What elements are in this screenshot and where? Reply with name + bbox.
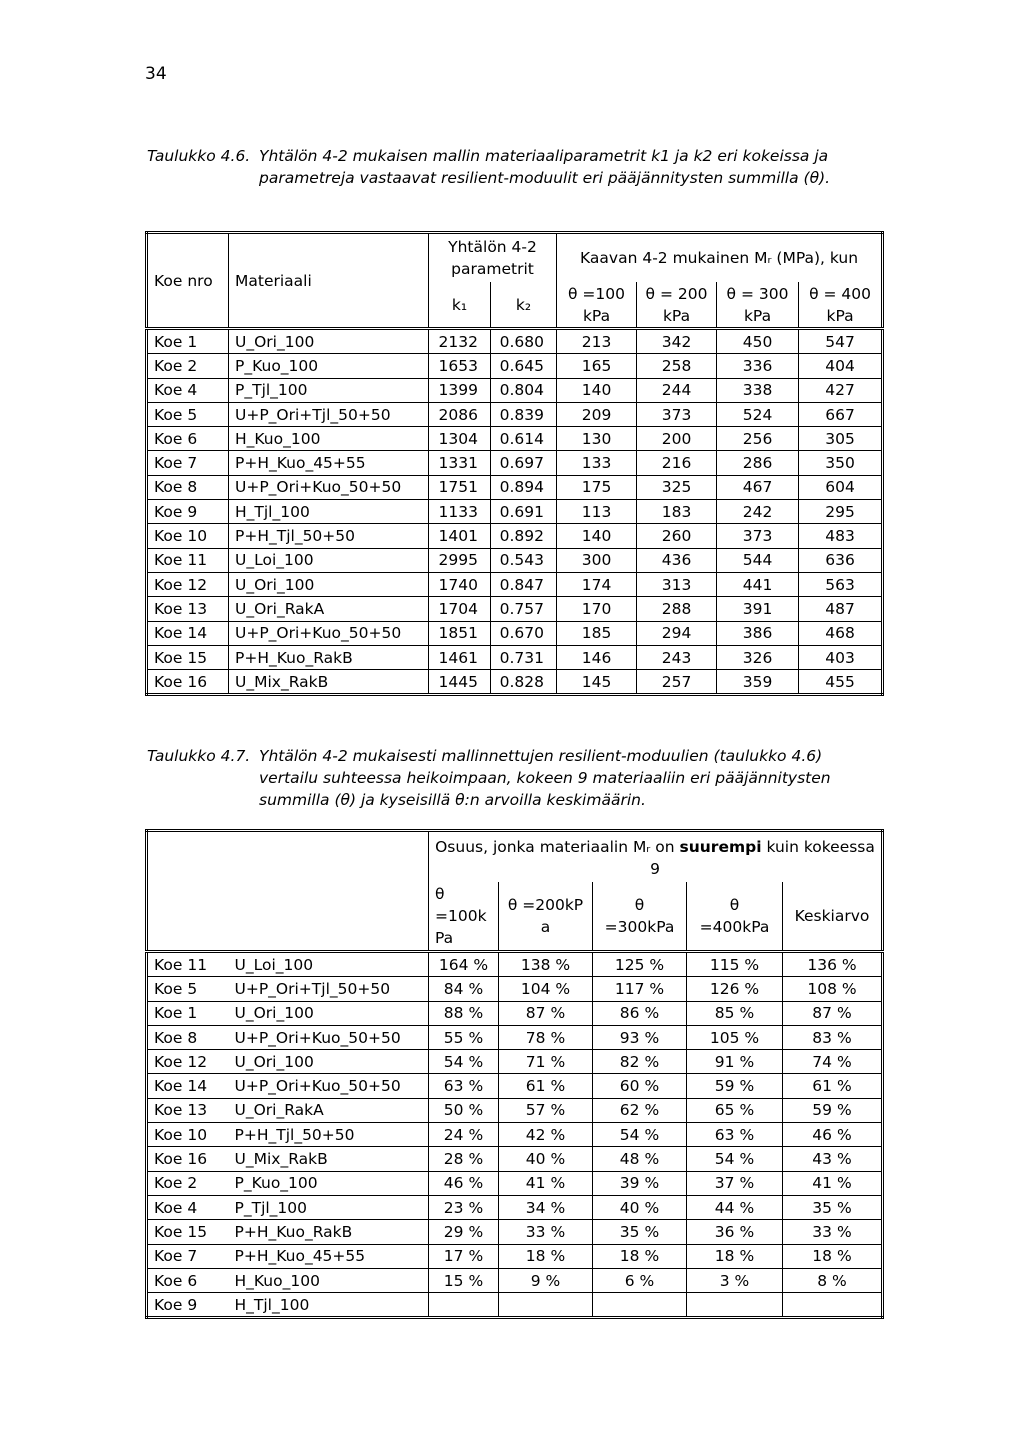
table-row: [147, 500, 883, 524]
header-average: Keskiarvo: [783, 882, 883, 952]
table-row: [147, 1123, 883, 1147]
cell-m300: 326: [717, 645, 799, 669]
cell-m100: 130: [557, 427, 637, 451]
cell-p400: 37 %: [687, 1171, 783, 1195]
table-row: [147, 670, 883, 695]
cell-k2: 0.691: [491, 500, 557, 524]
cell-p400: 63 %: [687, 1123, 783, 1147]
cell-m200: 436: [637, 548, 717, 572]
cell-m400: 604: [799, 475, 883, 499]
cell-m300: 338: [717, 378, 799, 402]
cell-m100: 209: [557, 402, 637, 426]
table-row: [147, 378, 883, 402]
table-row: [147, 1268, 883, 1292]
cell-p100: 164 %: [429, 952, 499, 977]
cell-avg: 108 %: [783, 977, 883, 1001]
cell-p300: 35 %: [593, 1220, 687, 1244]
cell-m300: 524: [717, 402, 799, 426]
cell-koe: Koe 10: [147, 524, 229, 548]
cell-material: P_Tjl_100: [229, 1195, 429, 1219]
cell-p200: 71 %: [499, 1050, 593, 1074]
cell-k2: 0.680: [491, 329, 557, 354]
cell-k2: 0.614: [491, 427, 557, 451]
cell-p400: 59 %: [687, 1074, 783, 1098]
header-mr-group: Kaavan 4-2 mukainen Mᵣ (MPa), kun: [557, 233, 883, 283]
cell-p100: 29 %: [429, 1220, 499, 1244]
cell-p100: 63 %: [429, 1074, 499, 1098]
table-row: [147, 1050, 883, 1074]
cell-koe: Koe 2: [147, 1171, 229, 1195]
cell-avg: 35 %: [783, 1195, 883, 1219]
table-caption: [147, 745, 847, 811]
cell-m300: 467: [717, 475, 799, 499]
cell-p300: [593, 1293, 687, 1318]
header-material: Materiaali: [229, 233, 429, 329]
cell-m300: 450: [717, 329, 799, 354]
cell-k1: 1399: [429, 378, 491, 402]
cell-avg: [783, 1293, 883, 1318]
table-row: [147, 1025, 883, 1049]
cell-m200: 313: [637, 572, 717, 596]
cell-p400: [687, 1293, 783, 1318]
cell-p100: 24 %: [429, 1123, 499, 1147]
cell-k2: 0.894: [491, 475, 557, 499]
table-row: [147, 952, 883, 977]
cell-material: P+H_Kuo_RakB: [229, 645, 429, 669]
cell-koe: Koe 12: [147, 572, 229, 596]
table-row: [147, 1195, 883, 1219]
table-row: [147, 645, 883, 669]
cell-koe: Koe 15: [147, 645, 229, 669]
cell-p200: 104 %: [499, 977, 593, 1001]
cell-k2: 0.645: [491, 354, 557, 378]
cell-p200: 138 %: [499, 952, 593, 977]
cell-k1: 1461: [429, 645, 491, 669]
cell-koe: Koe 10: [147, 1123, 229, 1147]
cell-m100: 300: [557, 548, 637, 572]
cell-m200: 243: [637, 645, 717, 669]
cell-m100: 140: [557, 378, 637, 402]
cell-koe: Koe 5: [147, 977, 229, 1001]
cell-avg: 41 %: [783, 1171, 883, 1195]
cell-avg: 87 %: [783, 1001, 883, 1025]
cell-p200: 9 %: [499, 1268, 593, 1292]
cell-p200: 33 %: [499, 1220, 593, 1244]
cell-p400: 85 %: [687, 1001, 783, 1025]
page-number: 34: [145, 64, 167, 84]
cell-p400: 105 %: [687, 1025, 783, 1049]
cell-avg: 74 %: [783, 1050, 883, 1074]
header-theta400: θ =400kPa: [687, 882, 783, 952]
header-theta200: θ =200kP a: [499, 882, 593, 952]
cell-m400: 636: [799, 548, 883, 572]
cell-m400: 487: [799, 597, 883, 621]
header-theta100: θ =100 kPa: [557, 282, 637, 329]
cell-p300: 18 %: [593, 1244, 687, 1268]
cell-p300: 6 %: [593, 1268, 687, 1292]
cell-avg: 8 %: [783, 1268, 883, 1292]
cell-p100: 55 %: [429, 1025, 499, 1049]
cell-material: H_Tjl_100: [229, 500, 429, 524]
cell-material: U+P_Ori+Tjl_50+50: [229, 977, 429, 1001]
table-row: [147, 1147, 883, 1171]
cell-m300: 441: [717, 572, 799, 596]
cell-material: U_Mix_RakB: [229, 670, 429, 695]
table-row: [147, 402, 883, 426]
cell-koe: Koe 11: [147, 952, 229, 977]
cell-k1: 2086: [429, 402, 491, 426]
cell-material: U_Ori_RakA: [229, 597, 429, 621]
cell-avg: 59 %: [783, 1098, 883, 1122]
header-theta200: θ = 200 kPa: [637, 282, 717, 329]
cell-material: P+H_Tjl_50+50: [229, 1123, 429, 1147]
cell-material: U+P_Ori+Kuo_50+50: [229, 475, 429, 499]
cell-avg: 18 %: [783, 1244, 883, 1268]
cell-m100: 174: [557, 572, 637, 596]
cell-p100: 17 %: [429, 1244, 499, 1268]
cell-k1: 1401: [429, 524, 491, 548]
cell-k2: 0.697: [491, 451, 557, 475]
cell-koe: Koe 7: [147, 1244, 229, 1268]
cell-material: H_Kuo_100: [229, 427, 429, 451]
cell-p100: 15 %: [429, 1268, 499, 1292]
cell-m400: 483: [799, 524, 883, 548]
cell-material: U_Ori_RakA: [229, 1098, 429, 1122]
table-row: [147, 572, 883, 596]
cell-p200: 42 %: [499, 1123, 593, 1147]
cell-p300: 93 %: [593, 1025, 687, 1049]
table-row: [147, 1293, 883, 1318]
cell-k1: 1331: [429, 451, 491, 475]
cell-m100: 165: [557, 354, 637, 378]
cell-m400: 295: [799, 500, 883, 524]
cell-p300: 60 %: [593, 1074, 687, 1098]
cell-m400: 563: [799, 572, 883, 596]
cell-p400: 36 %: [687, 1220, 783, 1244]
cell-p400: 126 %: [687, 977, 783, 1001]
cell-material: P_Tjl_100: [229, 378, 429, 402]
cell-p300: 54 %: [593, 1123, 687, 1147]
comparison-table: [145, 829, 884, 1319]
cell-m400: 427: [799, 378, 883, 402]
cell-m100: 175: [557, 475, 637, 499]
cell-p200: 41 %: [499, 1171, 593, 1195]
cell-m300: 391: [717, 597, 799, 621]
cell-m400: 305: [799, 427, 883, 451]
cell-koe: Koe 8: [147, 475, 229, 499]
cell-m100: 113: [557, 500, 637, 524]
cell-p300: 117 %: [593, 977, 687, 1001]
cell-k1: 1133: [429, 500, 491, 524]
table-row: [147, 524, 883, 548]
cell-m200: 258: [637, 354, 717, 378]
table-row: [147, 329, 883, 354]
cell-p200: 40 %: [499, 1147, 593, 1171]
header-theta300: θ = 300 kPa: [717, 282, 799, 329]
cell-m400: 547: [799, 329, 883, 354]
table-caption: [147, 145, 847, 189]
group-prefix: Osuus, jonka materiaalin Mᵣ on: [435, 838, 675, 856]
cell-material: H_Kuo_100: [229, 1268, 429, 1292]
table-row: [147, 427, 883, 451]
cell-k1: 2995: [429, 548, 491, 572]
cell-m200: 257: [637, 670, 717, 695]
caption-text: Yhtälön 4-2 mukaisesti mallinnettujen resilient-moduulien (taulukko 4.6) vertailu suhteessa heikoimpaan, kokeen 9 materiaaliin eri pääjännitysten summilla (θ) ja kyseisillä θ:n arvoilla keskimäärin.: [259, 747, 831, 809]
cell-material: U+P_Ori+Kuo_50+50: [229, 1025, 429, 1049]
cell-p200: 78 %: [499, 1025, 593, 1049]
cell-koe: Koe 12: [147, 1050, 229, 1074]
cell-m200: 325: [637, 475, 717, 499]
table-row: [147, 354, 883, 378]
cell-m200: 342: [637, 329, 717, 354]
cell-avg: 43 %: [783, 1147, 883, 1171]
cell-material: U_Ori_100: [229, 1001, 429, 1025]
cell-m400: 350: [799, 451, 883, 475]
cell-koe: Koe 6: [147, 1268, 229, 1292]
header-k2: k₂: [491, 282, 557, 329]
header-theta300: θ =300kPa: [593, 882, 687, 952]
caption-label: Taulukko 4.6.: [147, 147, 251, 165]
cell-k2: 0.892: [491, 524, 557, 548]
table-row: [147, 1244, 883, 1268]
cell-koe: Koe 1: [147, 1001, 229, 1025]
cell-material: U+P_Ori+Tjl_50+50: [229, 402, 429, 426]
cell-p300: 86 %: [593, 1001, 687, 1025]
cell-p400: 54 %: [687, 1147, 783, 1171]
group-bold: suurempi: [679, 838, 762, 856]
cell-m100: 185: [557, 621, 637, 645]
cell-avg: 61 %: [783, 1074, 883, 1098]
cell-p100: 50 %: [429, 1098, 499, 1122]
header-koe: Koe nro: [147, 233, 229, 329]
cell-k2: 0.757: [491, 597, 557, 621]
cell-k2: 0.543: [491, 548, 557, 572]
cell-k1: 1704: [429, 597, 491, 621]
cell-m100: 133: [557, 451, 637, 475]
header-empty: [147, 831, 229, 952]
cell-koe: Koe 16: [147, 670, 229, 695]
cell-material: H_Tjl_100: [229, 1293, 429, 1318]
cell-m300: 386: [717, 621, 799, 645]
cell-p100: 84 %: [429, 977, 499, 1001]
cell-k1: 1740: [429, 572, 491, 596]
cell-material: U_Loi_100: [229, 952, 429, 977]
cell-material: P+H_Kuo_45+55: [229, 1244, 429, 1268]
cell-k2: 0.847: [491, 572, 557, 596]
cell-m200: 294: [637, 621, 717, 645]
cell-k2: 0.731: [491, 645, 557, 669]
cell-koe: Koe 13: [147, 1098, 229, 1122]
table-row: [147, 597, 883, 621]
group-suffix: kuin kokeessa 9: [650, 838, 875, 878]
cell-m300: 336: [717, 354, 799, 378]
cell-k1: 2132: [429, 329, 491, 354]
cell-material: U_Ori_100: [229, 572, 429, 596]
cell-m200: 200: [637, 427, 717, 451]
cell-koe: Koe 1: [147, 329, 229, 354]
cell-material: P+H_Kuo_RakB: [229, 1220, 429, 1244]
cell-m200: 373: [637, 402, 717, 426]
cell-koe: Koe 11: [147, 548, 229, 572]
cell-koe: Koe 5: [147, 402, 229, 426]
cell-m400: 667: [799, 402, 883, 426]
caption-label: Taulukko 4.7.: [147, 747, 251, 765]
cell-koe: Koe 6: [147, 427, 229, 451]
cell-m300: 256: [717, 427, 799, 451]
cell-m300: 544: [717, 548, 799, 572]
caption-text: Yhtälön 4-2 mukaisen mallin materiaaliparametrit k1 ja k2 eri kokeissa ja parametreja vastaavat resilient-moduulit eri pääjännitysten summilla (θ).: [259, 147, 831, 187]
cell-material: P+H_Tjl_50+50: [229, 524, 429, 548]
cell-m100: 146: [557, 645, 637, 669]
cell-p400: 91 %: [687, 1050, 783, 1074]
cell-p300: 82 %: [593, 1050, 687, 1074]
cell-koe: Koe 16: [147, 1147, 229, 1171]
cell-koe: Koe 14: [147, 1074, 229, 1098]
cell-material: U_Ori_100: [229, 1050, 429, 1074]
cell-m100: 140: [557, 524, 637, 548]
cell-m300: 242: [717, 500, 799, 524]
cell-k2: 0.670: [491, 621, 557, 645]
cell-m200: 244: [637, 378, 717, 402]
table-row: [147, 548, 883, 572]
cell-m200: 260: [637, 524, 717, 548]
cell-material: U_Mix_RakB: [229, 1147, 429, 1171]
cell-p300: 125 %: [593, 952, 687, 977]
cell-avg: 136 %: [783, 952, 883, 977]
cell-p300: 40 %: [593, 1195, 687, 1219]
cell-m400: 404: [799, 354, 883, 378]
cell-p100: 46 %: [429, 1171, 499, 1195]
cell-material: P_Kuo_100: [229, 354, 429, 378]
cell-koe: Koe 8: [147, 1025, 229, 1049]
cell-m200: 183: [637, 500, 717, 524]
header-theta400: θ = 400 kPa: [799, 282, 883, 329]
cell-k2: 0.839: [491, 402, 557, 426]
cell-p100: 28 %: [429, 1147, 499, 1171]
cell-k1: 1751: [429, 475, 491, 499]
cell-p400: 44 %: [687, 1195, 783, 1219]
cell-avg: 33 %: [783, 1220, 883, 1244]
cell-material: U+P_Ori+Kuo_50+50: [229, 621, 429, 645]
table-row: [147, 1001, 883, 1025]
cell-m300: 373: [717, 524, 799, 548]
cell-k2: 0.804: [491, 378, 557, 402]
cell-p300: 39 %: [593, 1171, 687, 1195]
header-empty: [229, 831, 429, 952]
cell-m400: 403: [799, 645, 883, 669]
header-theta100: θ =100k Pa: [429, 882, 499, 952]
cell-p400: 3 %: [687, 1268, 783, 1292]
header-params-group: Yhtälön 4-2 parametrit: [429, 233, 557, 283]
cell-koe: Koe 9: [147, 500, 229, 524]
cell-p200: 57 %: [499, 1098, 593, 1122]
cell-avg: 46 %: [783, 1123, 883, 1147]
table-row: [147, 1074, 883, 1098]
cell-k1: 1653: [429, 354, 491, 378]
table-row: [147, 1098, 883, 1122]
cell-m200: 216: [637, 451, 717, 475]
cell-k1: 1445: [429, 670, 491, 695]
header-k1: k₁: [429, 282, 491, 329]
cell-p300: 62 %: [593, 1098, 687, 1122]
cell-p100: 54 %: [429, 1050, 499, 1074]
cell-avg: 83 %: [783, 1025, 883, 1049]
cell-k1: 1851: [429, 621, 491, 645]
cell-m300: 286: [717, 451, 799, 475]
cell-m400: 468: [799, 621, 883, 645]
cell-koe: Koe 9: [147, 1293, 229, 1318]
cell-p100: 23 %: [429, 1195, 499, 1219]
cell-koe: Koe 15: [147, 1220, 229, 1244]
table-row: [147, 475, 883, 499]
cell-p200: 87 %: [499, 1001, 593, 1025]
cell-koe: Koe 4: [147, 378, 229, 402]
cell-p200: [499, 1293, 593, 1318]
cell-p100: [429, 1293, 499, 1318]
cell-k2: 0.828: [491, 670, 557, 695]
cell-koe: Koe 13: [147, 597, 229, 621]
table-row: [147, 451, 883, 475]
cell-p300: 48 %: [593, 1147, 687, 1171]
table-row: [147, 977, 883, 1001]
cell-p200: 34 %: [499, 1195, 593, 1219]
cell-k1: 1304: [429, 427, 491, 451]
cell-p400: 115 %: [687, 952, 783, 977]
table-row: [147, 1171, 883, 1195]
cell-koe: Koe 2: [147, 354, 229, 378]
cell-p400: 18 %: [687, 1244, 783, 1268]
cell-m300: 359: [717, 670, 799, 695]
cell-material: U+P_Ori+Kuo_50+50: [229, 1074, 429, 1098]
cell-m100: 170: [557, 597, 637, 621]
cell-m400: 455: [799, 670, 883, 695]
cell-koe: Koe 14: [147, 621, 229, 645]
cell-material: P+H_Kuo_45+55: [229, 451, 429, 475]
cell-koe: Koe 4: [147, 1195, 229, 1219]
header-share-group: [429, 831, 883, 883]
cell-p100: 88 %: [429, 1001, 499, 1025]
cell-material: P_Kuo_100: [229, 1171, 429, 1195]
materials-table: [145, 231, 884, 696]
cell-material: U_Ori_100: [229, 329, 429, 354]
table-row: [147, 1220, 883, 1244]
cell-p200: 61 %: [499, 1074, 593, 1098]
cell-p400: 65 %: [687, 1098, 783, 1122]
cell-p200: 18 %: [499, 1244, 593, 1268]
cell-material: U_Loi_100: [229, 548, 429, 572]
table-row: [147, 621, 883, 645]
cell-m100: 145: [557, 670, 637, 695]
cell-koe: Koe 7: [147, 451, 229, 475]
cell-m200: 288: [637, 597, 717, 621]
cell-m100: 213: [557, 329, 637, 354]
